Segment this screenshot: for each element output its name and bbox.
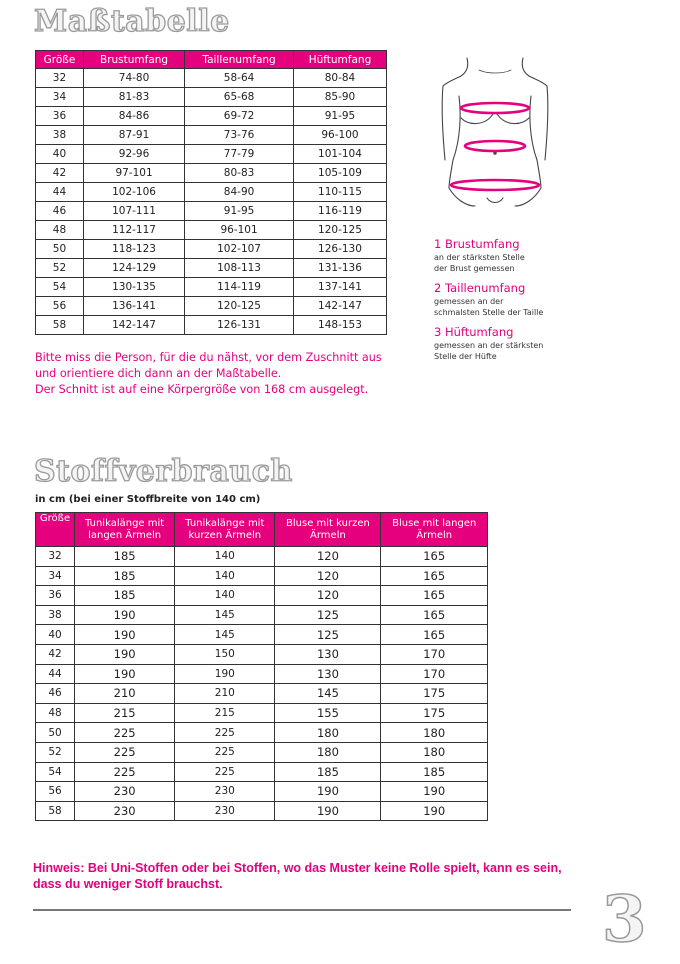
fabric-title: Stoffverbrauch (34, 454, 293, 489)
fabric-row (36, 547, 488, 567)
table-cell: 52 (36, 742, 75, 762)
table-cell: 120 (275, 566, 381, 586)
table-cell: 48 (36, 703, 75, 723)
table-cell: 230 (75, 782, 175, 802)
table-cell: 225 (175, 762, 275, 782)
legend-taillenumfang (434, 281, 574, 318)
table-cell: 74-80 (83, 69, 184, 88)
fabric-header-cell: Bluse mit kurzen Ärmeln (275, 513, 381, 547)
table-cell: 120 (275, 586, 381, 606)
note-line-1: Bitte miss die Person, für die du nähst, vor dem Zuschnitt aus (35, 351, 382, 364)
table-cell: 107-111 (83, 202, 184, 221)
table-cell: 32 (36, 547, 75, 567)
table-cell: 125 (275, 625, 381, 645)
table-cell: 108-113 (185, 259, 294, 278)
note-line-3: Der Schnitt ist auf eine Körpergröße von 168 cm ausgelegt. (35, 383, 369, 396)
table-cell: 56 (36, 297, 84, 316)
table-cell: 185 (381, 762, 488, 782)
fabric-header-cell: Tunikalänge mit langen Ärmeln (75, 513, 175, 547)
table-cell: 85-90 (293, 88, 386, 107)
fabric-header-cell: Bluse mit langen Ärmeln (381, 513, 488, 547)
table-cell: 84-86 (83, 107, 184, 126)
table-cell: 190 (381, 801, 488, 821)
size-chart-row (36, 297, 387, 316)
table-cell: 54 (36, 278, 84, 297)
fabric-row (36, 742, 488, 762)
table-cell: 215 (75, 703, 175, 723)
fabric-row (36, 586, 488, 606)
table-cell: 46 (36, 684, 75, 704)
size-chart-title: Maßtabelle (34, 4, 230, 39)
table-cell: 142-147 (83, 316, 184, 335)
table-cell: 36 (36, 107, 84, 126)
table-cell: 148-153 (293, 316, 386, 335)
table-cell: 225 (175, 723, 275, 743)
table-cell: 92-96 (83, 145, 184, 164)
table-cell: 190 (275, 782, 381, 802)
table-cell: 73-76 (185, 126, 294, 145)
header-brustumfang: Brustumfang (83, 51, 184, 69)
legend-title: 2 Taillenumfang (434, 281, 526, 295)
table-cell: 96-101 (185, 221, 294, 240)
table-cell: 126-130 (293, 240, 386, 259)
size-chart-row (36, 145, 387, 164)
size-chart-row (36, 278, 387, 297)
table-cell: 145 (275, 684, 381, 704)
fabric-usage-body (36, 547, 488, 821)
legend-brustumfang (434, 237, 574, 274)
table-cell: 130 (275, 644, 381, 664)
table-cell: 120 (275, 547, 381, 567)
table-cell: 155 (275, 703, 381, 723)
table-cell: 84-90 (185, 183, 294, 202)
fabric-row (36, 762, 488, 782)
table-cell: 77-79 (185, 145, 294, 164)
table-cell: 114-119 (185, 278, 294, 297)
table-cell: 118-123 (83, 240, 184, 259)
table-cell: 101-104 (293, 145, 386, 164)
size-chart-row (36, 183, 387, 202)
table-cell: 165 (381, 605, 488, 625)
table-cell: 87-91 (83, 126, 184, 145)
fabric-unit-note: in cm (bei einer Stoffbreite von 140 cm) (35, 494, 261, 505)
fabric-header-row (36, 513, 488, 547)
legend-description: gemessen an der stärksten Stelle der Hüfte (434, 341, 544, 361)
table-cell: 140 (175, 586, 275, 606)
table-cell: 140 (175, 547, 275, 567)
table-cell: 96-100 (293, 126, 386, 145)
table-cell: 190 (75, 644, 175, 664)
table-cell: 102-106 (83, 183, 184, 202)
size-chart-row (36, 69, 387, 88)
table-cell: 42 (36, 644, 75, 664)
table-cell: 225 (75, 742, 175, 762)
note-line-2: und orientiere dich dann an der Maßtabelle. (35, 367, 282, 380)
size-chart-header-row (36, 51, 387, 69)
table-cell: 81-83 (83, 88, 184, 107)
table-cell: 210 (75, 684, 175, 704)
fabric-header-cell: Tunikalänge mit kurzen Ärmeln (175, 513, 275, 547)
table-cell: 130-135 (83, 278, 184, 297)
table-cell: 225 (75, 762, 175, 782)
size-chart-row (36, 202, 387, 221)
table-cell: 91-95 (185, 202, 294, 221)
table-cell: 42 (36, 164, 84, 183)
fabric-row (36, 605, 488, 625)
table-cell: 105-109 (293, 164, 386, 183)
table-cell: 97-101 (83, 164, 184, 183)
fabric-row (36, 625, 488, 645)
fabric-row (36, 801, 488, 821)
header-taillenumfang: Taillenumfang (185, 51, 294, 69)
table-cell: 150 (175, 644, 275, 664)
fabric-row (36, 782, 488, 802)
table-cell: 38 (36, 605, 75, 625)
legend-title: 1 Brustumfang (434, 237, 520, 251)
table-cell: 126-131 (185, 316, 294, 335)
header-groesse: Größe (36, 51, 84, 69)
table-cell: 180 (381, 742, 488, 762)
table-cell: 190 (75, 664, 175, 684)
table-cell: 185 (75, 586, 175, 606)
table-cell: 102-107 (185, 240, 294, 259)
table-cell: 120-125 (293, 221, 386, 240)
page-number: 3 (602, 882, 647, 957)
table-cell: 65-68 (185, 88, 294, 107)
measurement-note (35, 350, 382, 398)
table-cell: 112-117 (83, 221, 184, 240)
size-chart-table (35, 50, 387, 335)
table-cell: 170 (381, 644, 488, 664)
size-chart-body (36, 69, 387, 335)
size-chart-row (36, 126, 387, 145)
table-cell: 185 (75, 547, 175, 567)
legend-title: 3 Hüftumfang (434, 325, 514, 339)
header-hueftumfang: Hüftumfang (293, 51, 386, 69)
table-cell: 44 (36, 664, 75, 684)
table-cell: 52 (36, 259, 84, 278)
table-cell: 142-147 (293, 297, 386, 316)
hint-text: Hinweis: Bei Uni-Stoffen oder bei Stoffen, wo das Muster keine Rolle spielt, kann es sein, dass du weniger Stoff brauchst. (33, 861, 562, 891)
table-cell: 175 (381, 684, 488, 704)
table-cell: 80-84 (293, 69, 386, 88)
table-cell: 110-115 (293, 183, 386, 202)
table-cell: 165 (381, 566, 488, 586)
table-cell: 38 (36, 126, 84, 145)
table-cell: 225 (175, 742, 275, 762)
table-cell: 54 (36, 762, 75, 782)
table-cell: 145 (175, 605, 275, 625)
fabric-row (36, 664, 488, 684)
table-cell: 190 (275, 801, 381, 821)
table-cell: 225 (75, 723, 175, 743)
size-chart-row (36, 164, 387, 183)
table-cell: 58 (36, 801, 75, 821)
table-cell: 40 (36, 625, 75, 645)
table-cell: 165 (381, 547, 488, 567)
footer-divider (33, 909, 571, 911)
table-cell: 125 (275, 605, 381, 625)
table-cell: 175 (381, 703, 488, 723)
fabric-header-cell: Größe (36, 513, 75, 547)
size-chart-row (36, 316, 387, 335)
table-cell: 165 (381, 625, 488, 645)
body-measurement-figure (425, 48, 565, 208)
table-cell: 180 (381, 723, 488, 743)
table-cell: 131-136 (293, 259, 386, 278)
size-chart-row (36, 259, 387, 278)
table-cell: 136-141 (83, 297, 184, 316)
table-cell: 215 (175, 703, 275, 723)
table-cell: 56 (36, 782, 75, 802)
table-cell: 137-141 (293, 278, 386, 297)
table-cell: 140 (175, 566, 275, 586)
table-cell: 210 (175, 684, 275, 704)
size-chart-row (36, 107, 387, 126)
table-cell: 58-64 (185, 69, 294, 88)
legend-description: gemessen an der schmalsten Stelle der Taille (434, 297, 544, 317)
table-cell: 230 (175, 782, 275, 802)
table-cell: 190 (175, 664, 275, 684)
table-cell: 170 (381, 664, 488, 684)
table-cell: 91-95 (293, 107, 386, 126)
table-cell: 190 (75, 605, 175, 625)
table-cell: 48 (36, 221, 84, 240)
table-cell: 185 (275, 762, 381, 782)
fabric-row (36, 644, 488, 664)
table-cell: 50 (36, 240, 84, 259)
fabric-row (36, 703, 488, 723)
legend-description: an der stärksten Stelle der Brust gemessen (434, 253, 525, 273)
table-cell: 230 (75, 801, 175, 821)
table-cell: 32 (36, 69, 84, 88)
table-cell: 165 (381, 586, 488, 606)
table-cell: 124-129 (83, 259, 184, 278)
table-cell: 130 (275, 664, 381, 684)
table-cell: 50 (36, 723, 75, 743)
fabric-usage-table (35, 512, 488, 821)
table-cell: 36 (36, 586, 75, 606)
table-cell: 230 (175, 801, 275, 821)
table-cell: 145 (175, 625, 275, 645)
fabric-row (36, 684, 488, 704)
table-cell: 69-72 (185, 107, 294, 126)
size-chart-row (36, 240, 387, 259)
size-chart-row (36, 88, 387, 107)
table-cell: 120-125 (185, 297, 294, 316)
table-cell: 46 (36, 202, 84, 221)
table-cell: 44 (36, 183, 84, 202)
size-chart-row (36, 221, 387, 240)
table-cell: 80-83 (185, 164, 294, 183)
table-cell: 185 (75, 566, 175, 586)
table-cell: 40 (36, 145, 84, 164)
table-cell: 190 (381, 782, 488, 802)
table-cell: 34 (36, 566, 75, 586)
legend-hueftumfang (434, 325, 574, 362)
fabric-row (36, 723, 488, 743)
table-cell: 180 (275, 723, 381, 743)
fabric-row (36, 566, 488, 586)
table-cell: 34 (36, 88, 84, 107)
table-cell: 180 (275, 742, 381, 762)
table-cell: 190 (75, 625, 175, 645)
table-cell: 58 (36, 316, 84, 335)
table-cell: 116-119 (293, 202, 386, 221)
